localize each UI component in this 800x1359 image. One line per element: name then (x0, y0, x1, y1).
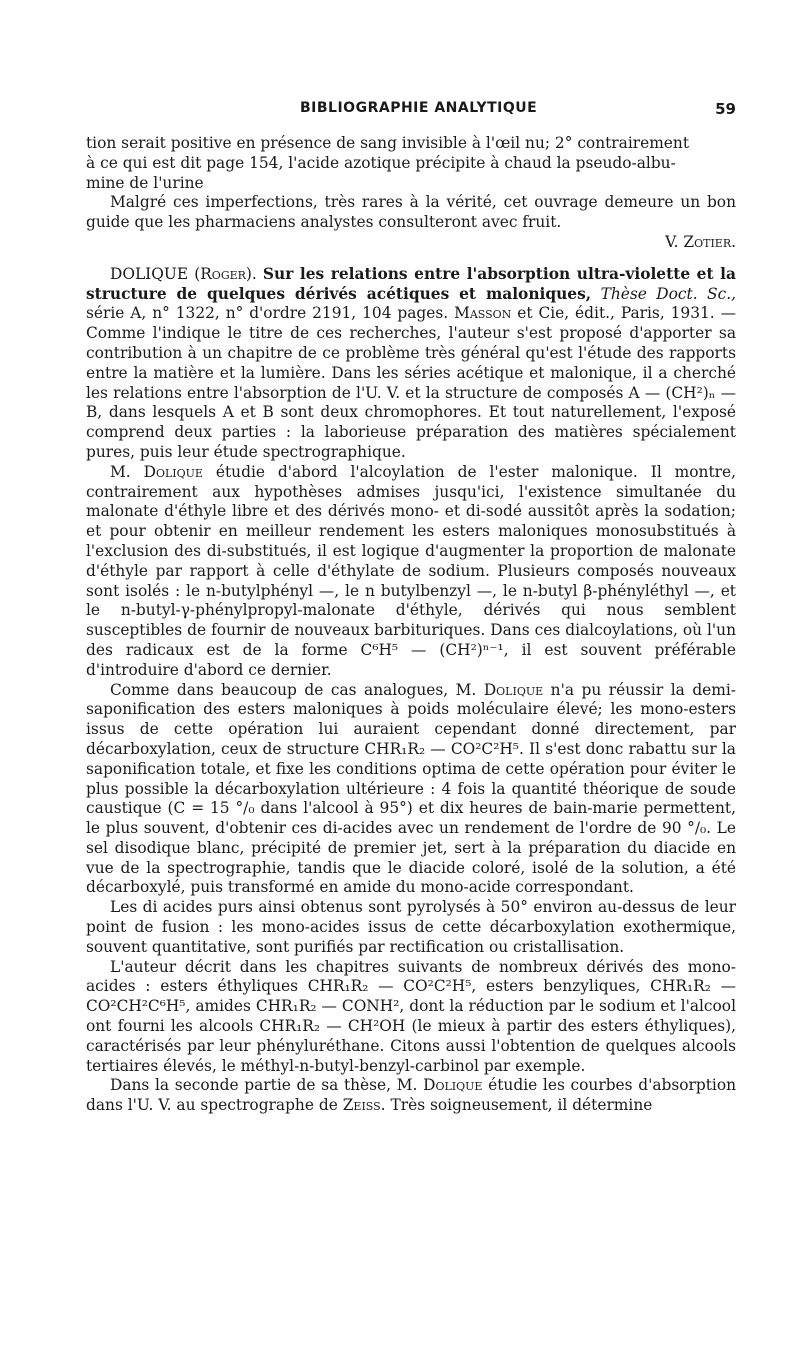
review-entry (86, 265, 736, 463)
review-paragraph (86, 1076, 736, 1116)
review-title: Sur les relations entre l'absorption ultra-violette et la structure de quelques dérivés acétiques et maloniques, (86, 264, 736, 303)
text-span: n'a pu réussir la demi-saponification des esters maloniques à poids moléculaire élevé; les mono-esters issus de cette opération lui auraient cependant donné directement, par décarboxylation, ceux de structure CHR₁R₂ — CO²C²H⁵. Il s'est donc rabattu sur la saponification totale, et fixe les conditions optima de cette opération pour éviter le plus possible la décarboxylation ultérieure : 4 fois la quantité théorique de soude caustique (C = 15 °/₀ dans l'alcool à 95°) et dix heures de bain-marie permettent, le plus souvent, d'obtenir ces di-acides avec un rendement de l'ordre de 90 °/₀. Le sel disodique blanc, précipité de premier jet, sert à la préparation du diacide en vue de la spectrographie, tandis que le diacide coloré, isolé de la solution, a été décarboxylé, puis transformé en amide du mono-acide correspondant. (86, 680, 736, 897)
prev-review-paragraph: Malgré ces imperfections, très rares à la vérité, cet ouvrage demeure un bon guide que les pharmaciens analystes consulteront avec fruit. (86, 193, 736, 232)
prev-review-line: tion serait positive en présence de sang invisible à l'œil nu; 2° contrairement (86, 134, 690, 152)
review-publisher: Masson (454, 304, 512, 323)
text-span: Très soigneusement, il détermine (390, 1096, 653, 1115)
page-header (86, 100, 736, 124)
instrument-name: Zeiss. (342, 1096, 386, 1115)
text-span: étudie d'abord l'alcoylation de l'ester malonique. Il montre, contrairement aux hypothèses admises jusqu'ici, l'existence simultanée du malonate d'éthyle libre et des dérivés mono- et di-sodé aussitôt après la sodation; et pour obtenir en meilleur rendement les esters maloniques monosubstitués à l'exclusion des di-substitués, il est logique d'augmenter la proportion de malonate d'éthyle par rapport à celle d'éthylate de sodium. Plusieurs composés nouveaux sont isolés : le n-butylphényl —, le n butylbenzyl —, le n-butyl β-phényléthyl —, et le n-butyl-γ-phénylpropyl-malonate d'éthyle, dérivés qui nous semblent susceptibles de fournir de nouveaux barbituriques. Dans ces dialcoylations, où l'un des radicaux est de la forme C⁶H⁵ — (CH²)ⁿ⁻¹, il est souvent préférable d'introduire d'abord ce dernier. (86, 462, 736, 679)
running-title: BIBLIOGRAPHIE ANALYTIQUE (300, 100, 538, 116)
review-paragraph (86, 463, 736, 681)
review-paragraph (86, 681, 736, 899)
signature-initial: V. (665, 232, 679, 251)
review-signature (86, 233, 736, 253)
text-span: étudie les courbes d'absorption dans l'U. V. au spectrographe de (86, 1076, 737, 1115)
page-body (86, 134, 736, 1116)
review-text: et Cie, édit., Paris, 1931. — Comme l'indique le titre de ces recherches, l'auteur s'est proposé d'apporter sa contribution à un chapitre de ce problème très général qu'est l'étude des rapports entre la matière et la lumière. Dans les séries acétique et malonique, il a cherché les relations entre l'absorption de l'U. V. et la structure de composés A — (CH²)ₙ — B, dans lesquels A et B sont deux chromophores. Et tout naturellement, l'exposé comprend deux parties : la laborieuse préparation des matières spécialement pures, puis leur étude spectrographique. (86, 304, 736, 461)
review-author-first: (Roger). (194, 264, 257, 283)
review-paragraph: Les di acides purs ainsi obtenus sont pyrolysés à 50° environ au-dessus de leur point de fusion : les mono-acides issus de cette décarboxylation exothermique, souvent quantitative, sont purifiés par rectification ou cristallisation. (86, 898, 736, 956)
text-span: Dans la seconde partie de sa thèse, M. (110, 1076, 418, 1095)
author-name: Dolique (483, 680, 544, 699)
review-thesis: Thèse Doct. Sc., (600, 284, 737, 303)
author-name: Dolique (423, 1076, 483, 1095)
review-details: série A, n° 1322, n° d'ordre 2191, 104 pages. (86, 304, 449, 323)
prev-review-line: mine de l'urine (86, 173, 204, 192)
review-paragraph: L'auteur décrit dans les chapitres suivants de nombreux dérivés des mono-acides : esters éthyliques CHR₁R₂ — CO²C²H⁵, esters benzyliques, CHR₁R₂ — CO²CH²C⁶H⁵, amides CHR₁R₂ — CONH², dont la réduction par le sodium et l'alcool ont fourni les alcools CHR₁R₂ — CH²OH (le mieux à partir des esters éthyliques), caractérisés par leur phényluréthane. Citons aussi l'obtention de quelques alcools tertiaires élevés, le méthyl-n-butyl-benzyl-carbinol par exemple. (86, 957, 736, 1075)
text-span: M. (110, 462, 131, 481)
text-span: Comme dans beaucoup de cas analogues, M. (110, 680, 477, 699)
prev-review-line: à ce qui est dit page 154, l'acide azotique précipite à chaud la pseudo-albu- (86, 153, 676, 172)
signature-name: Zotier. (683, 232, 736, 251)
review-author: DOLIQUE (110, 264, 189, 283)
author-name: Dolique (143, 462, 203, 481)
page-number: 59 (715, 100, 736, 118)
